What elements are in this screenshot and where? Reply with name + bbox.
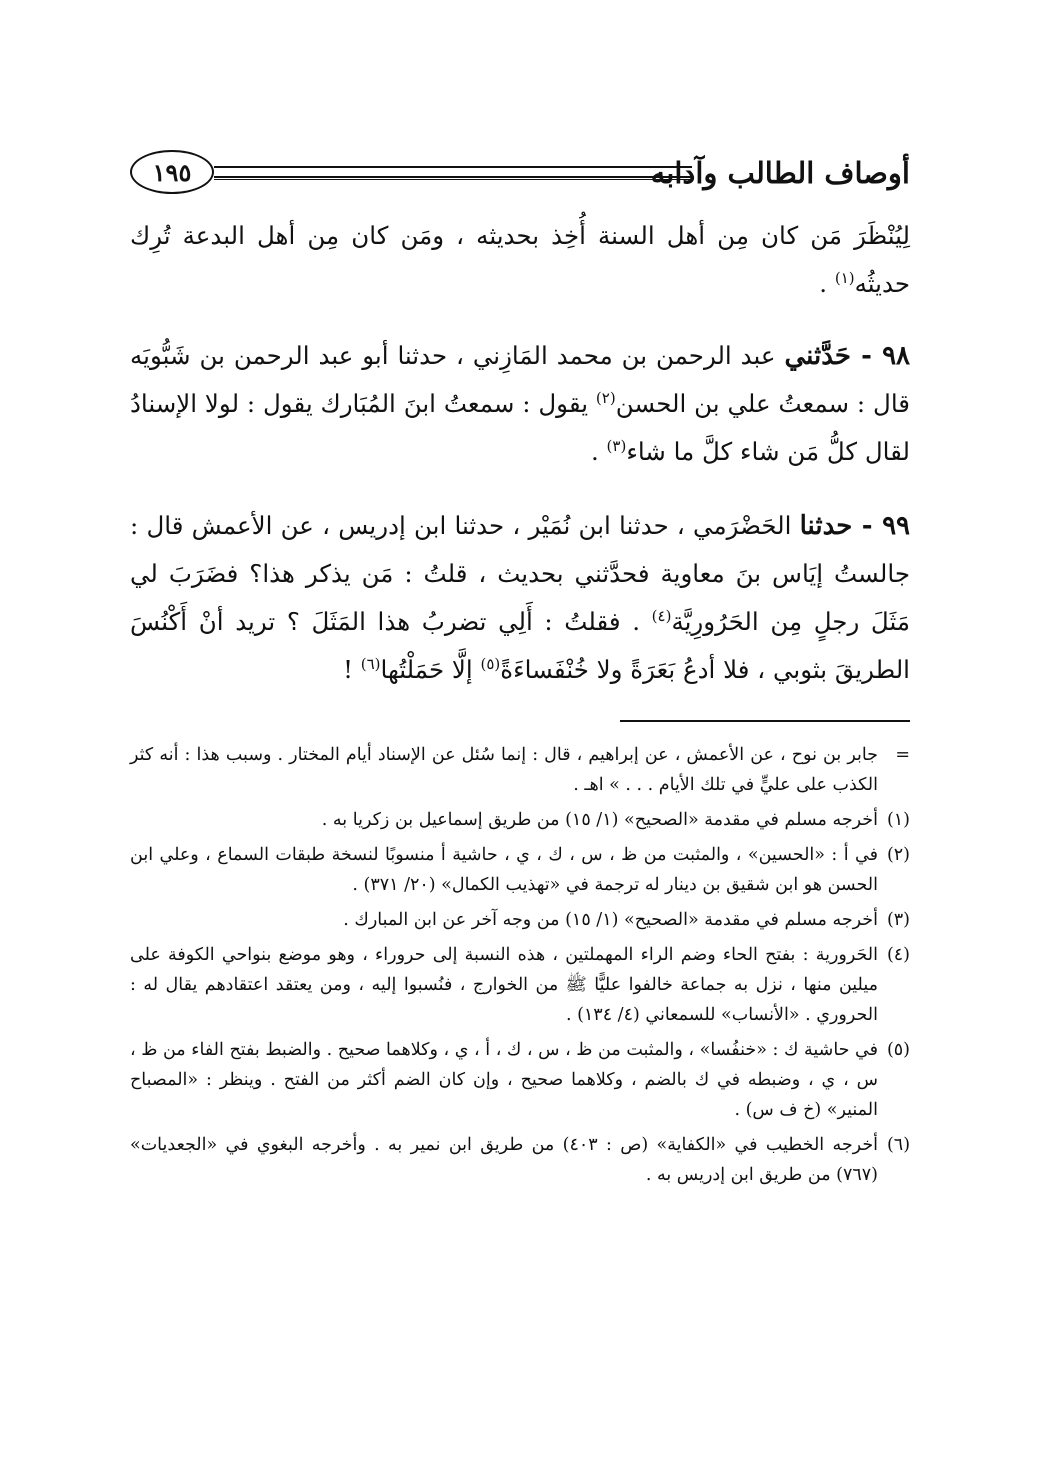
entry-text: . فقلتُ : أَلِي تضربُ هذا المَثَلَ ؟ تريد أنْ أَكْنُسَ الطريقَ بثوبي ، فلا أدعُ بَعَرَةً ولا خُنْفَساءَةً bbox=[130, 607, 910, 684]
continuation-paragraph bbox=[130, 212, 910, 308]
footnote-ref[interactable]: (٦) bbox=[360, 654, 381, 673]
punctuation: . bbox=[819, 269, 835, 298]
footnote-3 bbox=[130, 905, 910, 935]
entry-number-lead: ٩٨ - حَدَّثني bbox=[784, 341, 910, 371]
entry-text: . bbox=[590, 437, 607, 466]
footnote-text: أخرجه مسلم في مقدمة «الصحيح» (١/ ١٥) من وجه آخر عن ابن المبارك . bbox=[343, 910, 878, 930]
footnote-5 bbox=[130, 1035, 910, 1125]
continuation-text: لِيُنْظَرَ مَن كان مِن أهل السنة أُخِذ بحديثه ، ومَن كان مِن أهل البدعة تُرِك bbox=[130, 221, 910, 250]
hadith-entry-99 bbox=[130, 502, 910, 694]
main-text bbox=[130, 212, 910, 694]
footnote-ref[interactable]: (١) bbox=[834, 268, 855, 287]
footnote-1 bbox=[130, 805, 910, 835]
footnotes bbox=[130, 740, 910, 1190]
entry-text: إلَّا حَمَلْتُها bbox=[380, 655, 481, 684]
header-rule bbox=[214, 166, 692, 178]
footnote-6 bbox=[130, 1130, 910, 1190]
footnote-2 bbox=[130, 840, 910, 900]
entry-text: عبد الرحمن بن محمد المَازِني ، حدثنا أبو عبد الرحمن بن شَبُّويَه قال : سمعتُ علي بن الحسن bbox=[130, 341, 910, 418]
footnote-4 bbox=[130, 940, 910, 1030]
footnote-continuation bbox=[130, 740, 910, 800]
continuation-text-end: حديثُه bbox=[854, 269, 910, 298]
footnote-text: في حاشية ك : «خنفُسا» ، والمثبت من ظ ، س ، ك ، أ ، ي ، وكلاهما صحيح . والضبط بفتح الفاء من ظ ، س ، ي ، وضبطه في ك بالضم ، وكلاهما صحيح ، وإن كان الضم أكثر من الفتح . وينظر : «المصباح المنير» (خ ف س) . bbox=[130, 1040, 878, 1120]
entry-text: الحَضْرَمي ، حدثنا ابن نُمَيْر ، حدثنا ابن إدريس ، عن الأعمش قال : جالستُ إيَاس بنَ معاوية فحدَّثني بحديث ، قلتُ : مَن يذكر هذا؟ فضَرَبَ لي مَثَلَ رجلٍ مِن الحَرُورِيَّة bbox=[130, 511, 910, 636]
footnote-ref[interactable]: (٥) bbox=[480, 654, 501, 673]
book-page bbox=[130, 150, 910, 1195]
footnote-text: في أ : «الحسين» ، والمثبت من ظ ، س ، ك ، ي ، حاشية أ منسوبًا لنسخة طبقات السماع ، وعلي ابن الحسن هو ابن شقيق بن دينار له ترجمة في «تهذيب الكمال» (٢٠/ ٣٧١) . bbox=[130, 845, 878, 895]
entry-text: ! bbox=[343, 655, 361, 684]
entry-number-lead: ٩٩ - حدثنا bbox=[799, 511, 911, 541]
footnote-ref[interactable]: (٣) bbox=[606, 436, 627, 455]
hadith-entry-98 bbox=[130, 332, 910, 476]
footnote-text: جابر بن نوح ، عن الأعمش ، عن إبراهيم ، قال : إنما سُئل عن الإسناد أيام المختار . وسبب هذا : أنه كثر الكذب على عليٍّ في تلك الأيام . . . » اهـ . bbox=[130, 745, 878, 795]
footnote-separator bbox=[620, 720, 910, 722]
page-header bbox=[130, 150, 910, 210]
footnote-number: = bbox=[895, 745, 910, 765]
footnote-number: (٢) bbox=[886, 845, 910, 865]
footnote-number: (٤) bbox=[886, 945, 910, 965]
footnote-ref[interactable]: (٤) bbox=[651, 606, 672, 625]
footnote-number: (٣) bbox=[886, 910, 910, 930]
entry-text: يقول : سمعتُ ابنَ المُبَارك يقول : لولا الإسنادُ لقال كلُّ مَن شاء كلَّ ما شاء bbox=[130, 389, 910, 466]
footnote-text: الحَرورية : بفتح الحاء وضم الراء المهملتين ، هذه النسبة إلى حروراء ، وهو موضع بنواحي الكوفة على ميلين منها ، نزل به جماعة خالفوا عليًّا ﷺ من الخوارج ، فنُسبوا إليه ، ومن يعتقد اعتقادهم يقال له : الحروري . «الأنساب» للسمعاني (٤/ ١٣٤) . bbox=[130, 945, 879, 1025]
page-number: ١٩٥ bbox=[130, 150, 214, 194]
footnote-number: (٥) bbox=[886, 1040, 910, 1060]
running-title: أوصاف الطالب وآدابه bbox=[650, 156, 910, 190]
footnote-text: أخرجه الخطيب في «الكفاية» (ص : ٤٠٣) من طريق ابن نمير به . وأخرجه البغوي في «الجعديات» (٧٦٧) من طريق ابن إدريس به . bbox=[130, 1135, 879, 1185]
footnote-text: أخرجه مسلم في مقدمة «الصحيح» (١/ ١٥) من طريق إسماعيل بن زكريا به . bbox=[321, 810, 878, 830]
footnote-number: (١) bbox=[886, 810, 910, 830]
footnote-number: (٦) bbox=[886, 1135, 911, 1155]
footnote-ref[interactable]: (٢) bbox=[595, 388, 616, 407]
